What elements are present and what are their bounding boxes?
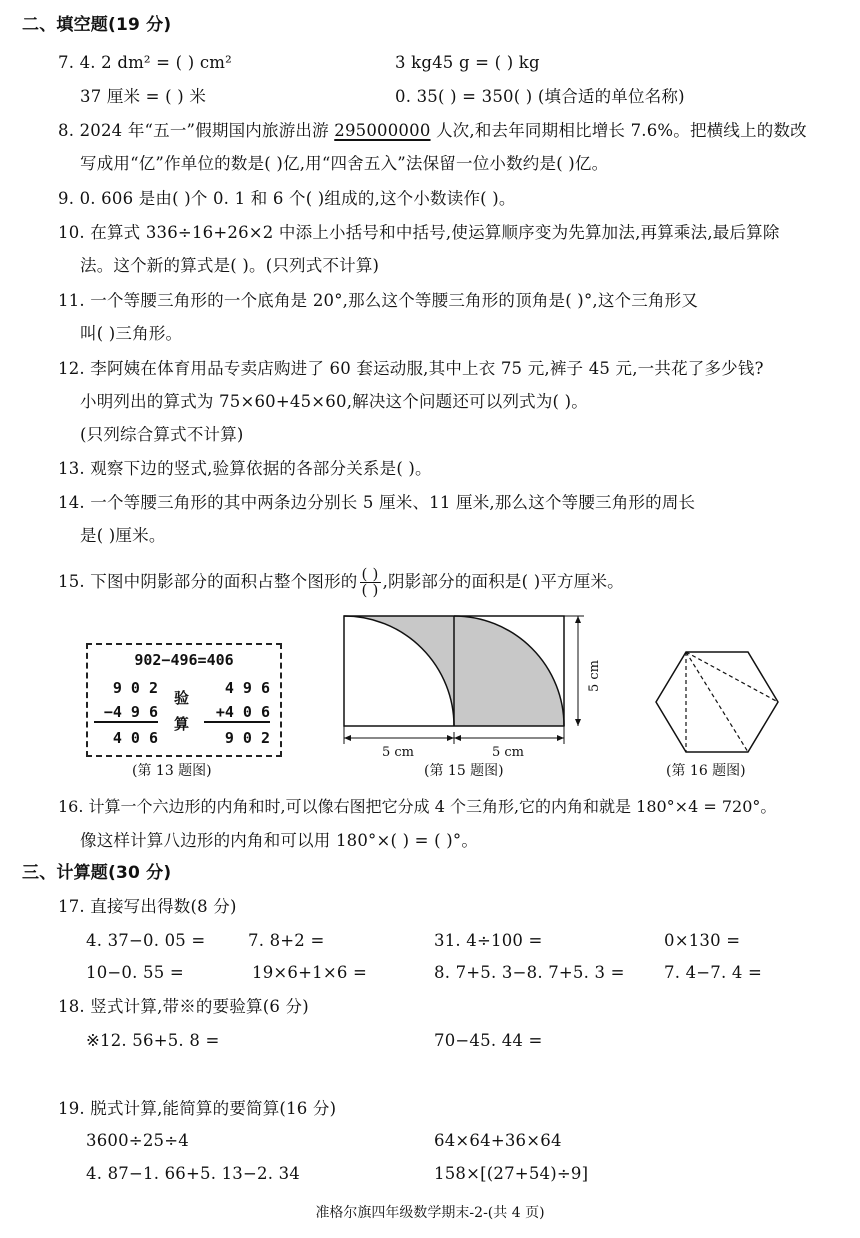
q12-line-3: (只列综合算式不计算) xyxy=(80,425,244,444)
fig15-dim-left-label: 5 cm xyxy=(382,745,415,760)
q17-item-2: 7. 8+2 = xyxy=(248,931,325,950)
q17-item-4: 0×130 = xyxy=(664,931,741,950)
fig13-caption: (第 13 题图) xyxy=(132,763,212,779)
fig15-arrow-6 xyxy=(575,719,581,726)
q8-underlined-number: 295000000 xyxy=(334,121,431,140)
q18-title: 18. 竖式计算,带※的要验算(6 分) xyxy=(58,997,309,1016)
q8-text-pre: 8. 2024 年“五一”假期国内旅游出游 xyxy=(58,121,335,140)
q18-item-1: ※12. 56+5. 8 = xyxy=(86,1031,220,1050)
fig15-arrow-5 xyxy=(575,616,581,623)
q7-part-a: 7. 4. 2 dm² = ( ) cm² xyxy=(58,53,232,72)
fig15-caption: (第 15 题图) xyxy=(424,763,504,779)
fig15-arrow-1 xyxy=(344,735,351,741)
section-heading-calculation: 三、计算题(30 分) xyxy=(22,863,172,883)
q19-title: 19. 脱式计算,能简算的要简算(16 分) xyxy=(58,1099,337,1118)
q17-item-3: 31. 4÷100 = xyxy=(434,931,543,950)
fig16-diagonal-2 xyxy=(686,652,748,752)
q15-text-post: ,阴影部分的面积是( )平方厘米。 xyxy=(382,572,624,591)
q17-item-7: 8. 7+5. 3−8. 7+5. 3 = xyxy=(434,963,625,982)
q12-line-1: 12. 李阿姨在体育用品专卖店购进了 60 套运动服,其中上衣 75 元,裤子 45 元,一共花了多少钱? xyxy=(58,359,764,378)
q7-part-d: 0. 35( ) = 350( ) (填合适的单位名称) xyxy=(395,87,685,106)
q15-text-pre: 15. 下图中阴影部分的面积占整个图形的 xyxy=(58,572,358,591)
q16-line-2: 像这样计算八边形的内角和可以用 180°×( ) = ( )°。 xyxy=(80,831,479,850)
q14-line-2: 是( )厘米。 xyxy=(80,526,166,545)
q7-part-c: 37 厘米 = ( ) 米 xyxy=(80,87,207,106)
q11-line-1: 11. 一个等腰三角形的一个底角是 20°,那么这个等腰三角形的顶角是( )°,这个三角形又 xyxy=(58,291,699,310)
q8-text-post: 人次,和去年同期相比增长 7.6%。把横线上的数改 xyxy=(430,121,807,140)
q18-item-2: 70−45. 44 = xyxy=(434,1031,543,1050)
q17-title: 17. 直接写出得数(8 分) xyxy=(58,897,237,916)
q8-line-1 xyxy=(58,120,807,142)
fig15-dim-height-label: 5 cm xyxy=(587,659,602,692)
fig15-arrow-4 xyxy=(557,735,564,741)
q14-line-1: 14. 一个等腰三角形的其中两条边分别长 5 厘米、11 厘米,那么这个等腰三角形的周长 xyxy=(58,493,696,512)
q17-item-8: 7. 4−7. 4 = xyxy=(664,963,763,982)
fig13-check-char-1: 验 xyxy=(174,689,190,707)
fig15-arrow-3 xyxy=(454,735,461,741)
q19-item-4: 158×[(27+54)÷9] xyxy=(434,1164,589,1183)
fig15-shaded-region-right xyxy=(454,616,564,726)
fig16-hexagon-figure xyxy=(648,646,788,762)
q15-fraction-denominator: ( ) xyxy=(361,581,379,599)
fig13-left-row-1: 9 0 2 xyxy=(112,679,158,697)
q11-line-2: 叫( )三角形。 xyxy=(80,324,183,343)
fig15-figure xyxy=(334,606,614,766)
q17-item-1: 4. 37−0. 05 = xyxy=(86,931,206,950)
q15-fraction-blank xyxy=(360,567,381,598)
q19-item-2: 64×64+36×64 xyxy=(434,1131,562,1150)
q17-item-6: 19×6+1×6 = xyxy=(252,963,368,982)
q8-line-2: 写成用“亿”作单位的数是( )亿,用“四舍五入”法保留一位小数约是( )亿。 xyxy=(80,154,609,173)
fig13-right-row-2: +4 0 6 xyxy=(204,703,270,723)
section-heading-fill-blank: 二、填空题(19 分) xyxy=(22,15,172,35)
fig13-left-row-2: −4 9 6 xyxy=(94,703,158,723)
fig16-caption: (第 16 题图) xyxy=(666,763,746,779)
fig15-arrow-2 xyxy=(447,735,454,741)
q10-line-1: 10. 在算式 336÷16+26×2 中添上小括号和中括号,使运算顺序变为先算加法,再算乘法,最后算除 xyxy=(58,223,780,242)
fig13-box xyxy=(86,643,282,757)
q15-text xyxy=(58,566,624,598)
q7-part-b: 3 kg45 g = ( ) kg xyxy=(395,53,540,72)
fig16-diagonal-1 xyxy=(686,652,778,702)
fig15-shaded-region-left xyxy=(344,616,454,726)
fig13-right-row-3: 9 0 2 xyxy=(224,729,270,747)
fig13-check-char-2: 算 xyxy=(174,715,190,733)
fig13-left-row-3: 4 0 6 xyxy=(112,729,158,747)
q13-text: 13. 观察下边的竖式,验算依据的各部分关系是( )。 xyxy=(58,459,432,478)
fig15-dim-right-label: 5 cm xyxy=(492,745,525,760)
q19-item-3: 4. 87−1. 66+5. 13−2. 34 xyxy=(86,1164,301,1183)
page-footer: 准格尔旗四年级数学期末-2-(共 4 页) xyxy=(315,1205,545,1221)
q19-item-1: 3600÷25÷4 xyxy=(86,1131,189,1150)
q17-item-5: 10−0. 55 = xyxy=(86,963,184,982)
fig13-equation: 902−496=406 xyxy=(134,651,234,669)
q12-line-2: 小明列出的算式为 75×60+45×60,解决这个问题还可以列式为( )。 xyxy=(80,392,588,411)
fig13-right-row-1: 4 9 6 xyxy=(224,679,270,697)
q10-line-2: 法。这个新的算式是( )。(只列式不计算) xyxy=(80,256,380,275)
q15-fraction-numerator: ( ) xyxy=(361,565,379,583)
q9-text: 9. 0. 606 是由( )个 0. 1 和 6 个( )组成的,这个小数读作( )。 xyxy=(58,189,516,208)
q16-line-1: 16. 计算一个六边形的内角和时,可以像右图把它分成 4 个三角形,它的内角和就是 180°×4 = 720°。 xyxy=(58,797,777,816)
